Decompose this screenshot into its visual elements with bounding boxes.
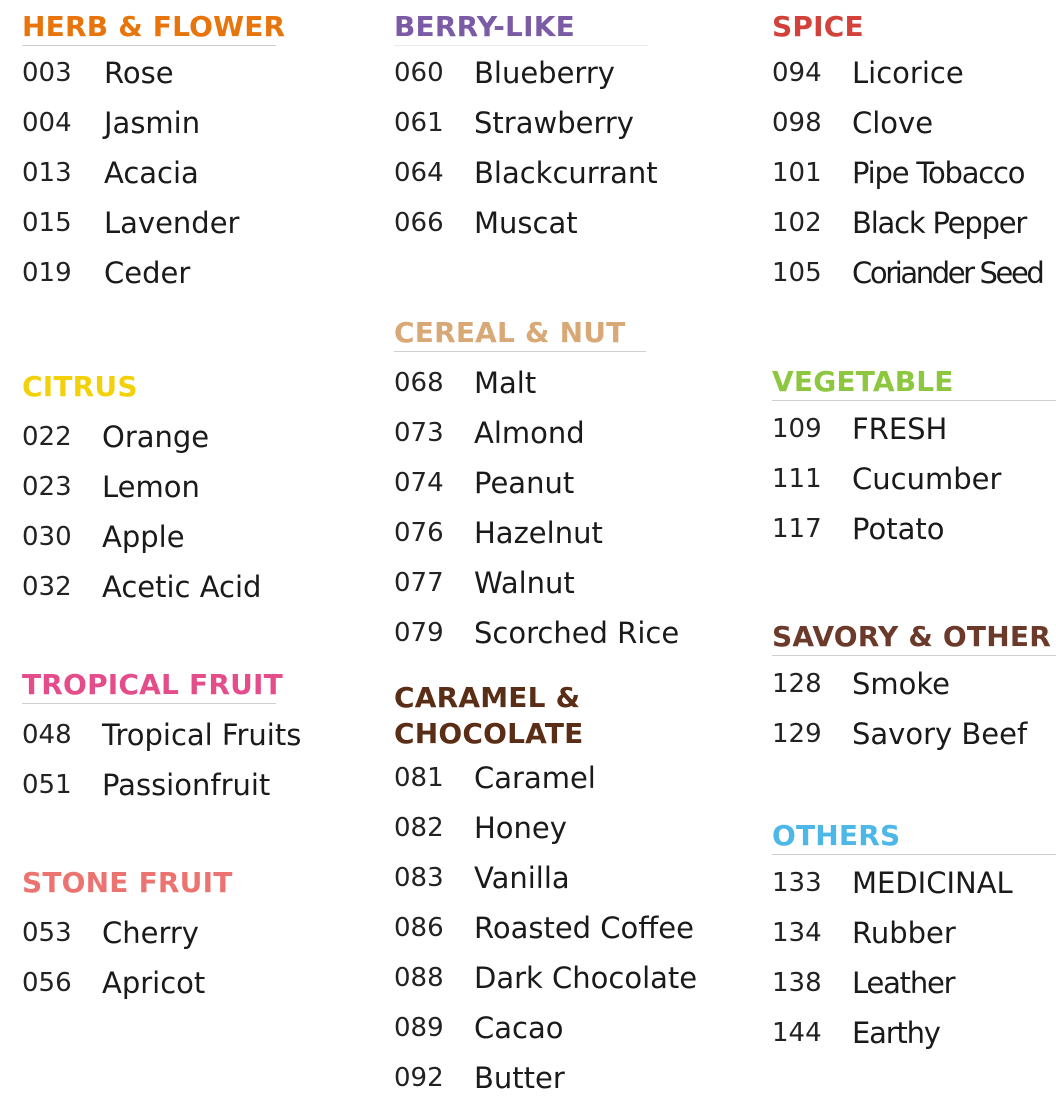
list-item xyxy=(394,853,694,903)
section-heading-line: CARAMEL & xyxy=(394,681,581,714)
flavor-list xyxy=(772,404,1056,554)
flavor-list xyxy=(394,358,680,658)
section-heading: OTHERS xyxy=(772,819,1056,855)
flavor-code: 023 xyxy=(22,472,72,502)
section-heading: CEREAL & NUT xyxy=(394,316,646,352)
list-item xyxy=(394,1003,694,1053)
section-heading: BERRY-LIKE xyxy=(394,10,648,46)
flavor-code: 015 xyxy=(22,208,72,238)
flavor-name: Earthy xyxy=(852,1016,940,1050)
list-item xyxy=(772,404,1056,454)
flavor-name: Tropical Fruits xyxy=(102,718,302,752)
flavor-code: 102 xyxy=(772,208,822,238)
flavor-name: Peanut xyxy=(474,466,575,500)
flavor-name: Dark Chocolate xyxy=(474,961,698,995)
section-vegetable xyxy=(772,365,1056,554)
flavor-name: Lemon xyxy=(102,470,200,504)
flavor-name: Rose xyxy=(104,56,174,90)
flavor-code: 138 xyxy=(772,968,822,998)
section-heading: VEGETABLE xyxy=(772,365,1056,401)
flavor-name: Lavender xyxy=(104,206,240,240)
section-heading xyxy=(394,680,694,753)
flavor-name: Caramel xyxy=(474,761,596,795)
flavor-code: 105 xyxy=(772,258,822,288)
section-heading-line: CHOCOLATE xyxy=(394,717,584,750)
list-item xyxy=(394,98,648,148)
list-item xyxy=(394,48,648,98)
flavor-code: 019 xyxy=(22,258,72,288)
flavor-code: 074 xyxy=(394,468,444,498)
list-item xyxy=(394,803,694,853)
flavor-code: 098 xyxy=(772,108,822,138)
flavor-name: Apricot xyxy=(102,966,206,1000)
flavor-code: 083 xyxy=(394,863,444,893)
flavor-code: 088 xyxy=(394,963,444,993)
list-item xyxy=(394,558,646,608)
list-item xyxy=(22,198,276,248)
flavor-name: Apple xyxy=(102,520,185,554)
list-item xyxy=(394,358,646,408)
list-item xyxy=(22,760,276,810)
list-item xyxy=(772,659,1056,709)
flavor-name: Honey xyxy=(474,811,567,845)
list-item xyxy=(394,608,680,658)
list-item xyxy=(772,148,1042,198)
flavor-list xyxy=(772,659,1056,759)
list-item xyxy=(22,710,302,760)
flavor-code: 061 xyxy=(394,108,444,138)
flavor-name: Cherry xyxy=(102,916,199,950)
flavor-name: Coriander Seed xyxy=(852,256,1043,290)
flavor-code: 109 xyxy=(772,414,822,444)
flavor-code: 068 xyxy=(394,368,444,398)
flavor-code: 004 xyxy=(22,108,72,138)
flavor-code: 030 xyxy=(22,522,72,552)
flavor-code: 111 xyxy=(772,464,822,494)
flavor-code: 081 xyxy=(394,763,444,793)
flavor-code: 117 xyxy=(772,514,822,544)
flavor-name: Cucumber xyxy=(852,462,1002,496)
flavor-code: 073 xyxy=(394,418,444,448)
flavor-name: Butter xyxy=(474,1061,565,1095)
section-heading: HERB & FLOWER xyxy=(22,10,276,46)
list-item xyxy=(772,958,1056,1008)
list-item xyxy=(22,462,276,512)
flavor-code: 092 xyxy=(394,1063,444,1093)
flavor-code: 133 xyxy=(772,868,822,898)
flavor-name: Acacia xyxy=(104,156,199,190)
flavor-name: Almond xyxy=(474,416,585,450)
flavor-list xyxy=(394,753,698,1103)
flavor-name: Blueberry xyxy=(474,56,615,90)
flavor-name: Muscat xyxy=(474,206,578,240)
flavor-name: Passionfruit xyxy=(102,768,271,802)
section-citrus xyxy=(22,370,276,612)
flavor-name: Walnut xyxy=(474,566,575,600)
flavor-list xyxy=(22,710,302,810)
list-item xyxy=(772,98,1042,148)
flavor-list xyxy=(22,412,276,612)
flavor-code: 064 xyxy=(394,158,444,188)
list-item xyxy=(394,903,694,953)
flavor-name: Pipe Tobacco xyxy=(852,156,1025,190)
list-item xyxy=(772,198,1042,248)
flavor-code: 022 xyxy=(22,422,72,452)
section-caramel-chocolate xyxy=(394,680,698,1103)
flavor-name: Savory Beef xyxy=(852,717,1028,751)
list-item xyxy=(22,512,276,562)
section-cereal-nut xyxy=(394,316,680,658)
section-heading: TROPICAL FRUIT xyxy=(22,668,276,704)
list-item xyxy=(22,562,276,612)
flavor-code: 089 xyxy=(394,1013,444,1043)
flavor-name: Licorice xyxy=(852,56,964,90)
section-heading: SAVORY & OTHER xyxy=(772,620,1056,656)
list-item xyxy=(772,454,1056,504)
flavor-name: Jasmin xyxy=(104,106,201,140)
flavor-code: 082 xyxy=(394,813,444,843)
flavor-code: 066 xyxy=(394,208,444,238)
list-item xyxy=(772,48,1042,98)
list-item xyxy=(22,98,276,148)
flavor-name: Strawberry xyxy=(474,106,634,140)
flavor-code: 013 xyxy=(22,158,72,188)
flavor-list xyxy=(22,908,276,1008)
flavor-code: 032 xyxy=(22,572,72,602)
flavor-code: 101 xyxy=(772,158,822,188)
section-berry-like xyxy=(394,10,658,248)
list-item xyxy=(394,953,698,1003)
flavor-code: 048 xyxy=(22,720,72,750)
section-stone-fruit xyxy=(22,866,276,1008)
flavor-code: 128 xyxy=(772,669,822,699)
list-item xyxy=(394,408,646,458)
section-tropical-fruit xyxy=(22,668,302,810)
list-item xyxy=(22,48,276,98)
list-item xyxy=(22,412,276,462)
list-item xyxy=(772,1008,1056,1058)
flavor-name: Orange xyxy=(102,420,210,454)
flavor-name: Clove xyxy=(852,106,934,140)
flavor-code: 079 xyxy=(394,618,444,648)
flavor-name: Malt xyxy=(474,366,537,400)
section-heading: STONE FRUIT xyxy=(22,866,233,899)
list-item xyxy=(22,958,276,1008)
list-item xyxy=(772,858,1056,908)
flavor-list xyxy=(22,48,276,298)
flavor-code: 053 xyxy=(22,918,72,948)
section-heading: SPICE xyxy=(772,10,864,43)
section-herb-flower xyxy=(22,10,286,298)
flavor-list xyxy=(772,48,1042,298)
list-item xyxy=(394,458,646,508)
flavor-code: 056 xyxy=(22,968,72,998)
section-others xyxy=(772,819,1056,1058)
list-item xyxy=(772,248,1042,298)
section-heading: CITRUS xyxy=(22,370,138,403)
flavor-name: Ceder xyxy=(104,256,191,290)
flavor-code: 051 xyxy=(22,770,72,800)
flavor-code: 094 xyxy=(772,58,822,88)
list-item xyxy=(772,908,1056,958)
flavor-code: 060 xyxy=(394,58,444,88)
list-item xyxy=(394,508,646,558)
flavor-name: MEDICINAL xyxy=(852,866,1013,900)
flavor-code: 077 xyxy=(394,568,444,598)
flavor-name: Rubber xyxy=(852,916,956,950)
flavor-name: Scorched Rice xyxy=(474,616,680,650)
flavor-code: 144 xyxy=(772,1018,822,1048)
list-item xyxy=(22,248,276,298)
flavor-code: 129 xyxy=(772,719,822,749)
flavor-name: Roasted Coffee xyxy=(474,911,694,945)
section-spice xyxy=(772,10,1042,298)
flavor-code: 086 xyxy=(394,913,444,943)
list-item xyxy=(772,709,1056,759)
flavor-code: 003 xyxy=(22,58,72,88)
flavor-name: Acetic Acid xyxy=(102,570,262,604)
flavor-name: Hazelnut xyxy=(474,516,603,550)
list-item xyxy=(22,908,276,958)
flavor-name: Potato xyxy=(852,512,945,546)
flavor-list xyxy=(394,48,658,248)
flavor-name: Leather xyxy=(852,966,955,1000)
list-item xyxy=(394,1053,694,1103)
list-item xyxy=(22,148,276,198)
flavor-code: 134 xyxy=(772,918,822,948)
list-item xyxy=(394,753,694,803)
section-savory-other xyxy=(772,620,1056,759)
list-item xyxy=(394,148,658,198)
flavor-name: Smoke xyxy=(852,667,951,701)
list-item xyxy=(772,504,1056,554)
flavor-name: Black Pepper xyxy=(852,206,1027,240)
flavor-name: Vanilla xyxy=(474,861,570,895)
flavor-name: Blackcurrant xyxy=(474,156,658,190)
flavor-list xyxy=(772,858,1056,1058)
flavor-name: Cacao xyxy=(474,1011,564,1045)
flavor-name: FRESH xyxy=(852,412,948,446)
flavor-code: 076 xyxy=(394,518,444,548)
list-item xyxy=(394,198,648,248)
